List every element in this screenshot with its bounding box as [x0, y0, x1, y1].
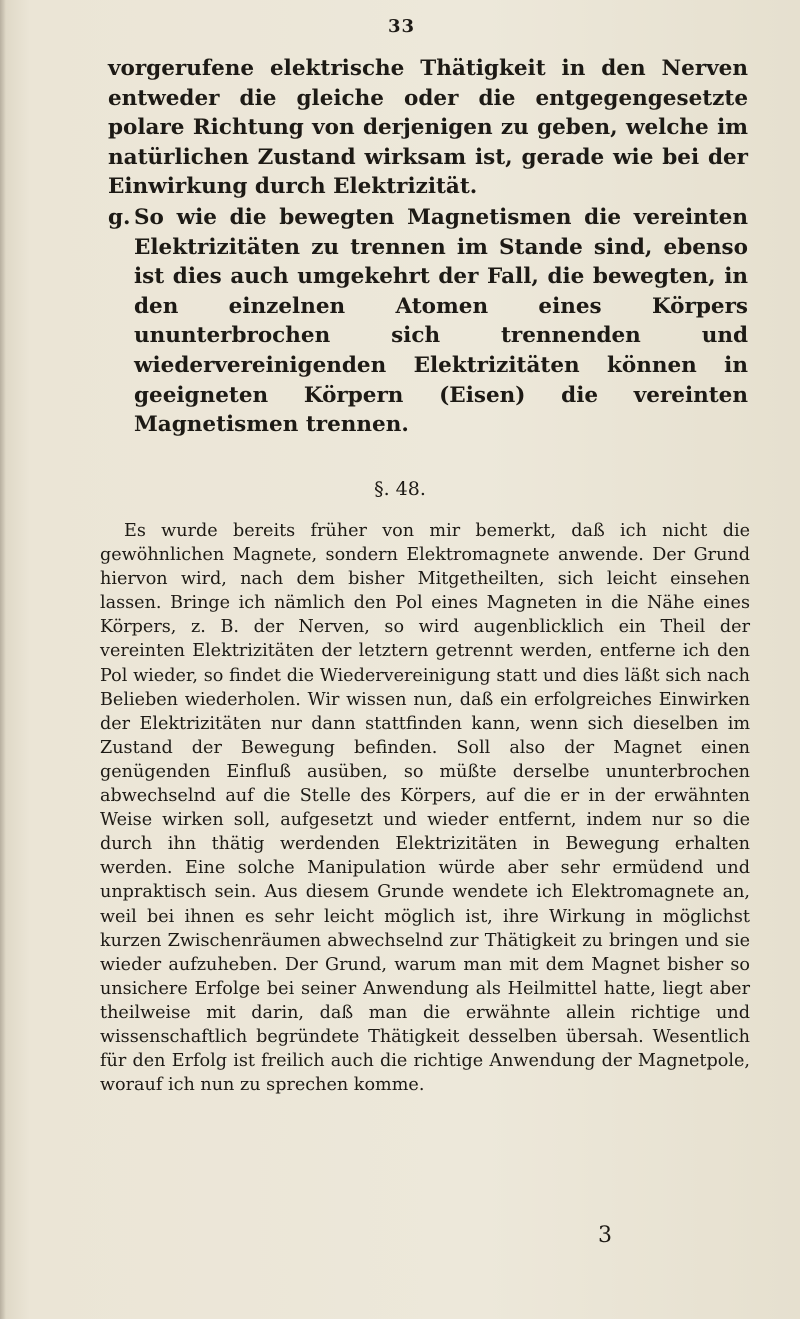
body-paragraph: Es wurde bereits früher von mir bemerkt, daß ich nicht die gewöhnlichen Magnete, sondern Elektromagnete anwende. Der Grund hiervon wird, nach dem bisher Mitgetheilten, sich leicht einsehen lassen. Bringe ich nämlich den Pol eines Magneten in die Nähe eines Körpers, z. B. der Nerven, so wird augenblicklich ein Theil der vereinten Elektrizitäten der letztern getrennt werden, entferne ich den Pol wieder, so findet die Wiedervereinigung statt und dies läßt sich nach Belieben wiederholen. Wir wissen nun, daß ein erfolgreiches Einwirken der Elektrizitäten nur dann stattfinden kann, wenn sich dieselben im Zustand der Bewegung befinden. Soll also der Magnet einen genügenden Einfluß ausüben, so müßte derselbe ununterbrochen abwechselnd auf die Stelle des Körpers, auf die er in der erwähnten Weise wirken soll, aufgesetzt und wieder entfernt, indem nur so die durch ihn thätig werdenden Elektrizitäten in Bewegung erhalten werden. Eine solche Manipulation würde aber sehr ermüdend und unpraktisch sein. Aus diesem Grunde wendete ich Elektromagnete an, weil bei ihnen es sehr leicht möglich ist, ihre Wirkung in möglichst kurzen Zwischenräumen abwechselnd zur Thätigkeit zu bringen und sie wieder aufzuheben. Der Grund, warum man mit dem Magnet bisher so unsichere Erfolge bei seiner Anwendung als Heilmittel hatte, liegt aber theilweise mit darin, daß man die erwähnte allein richtige und wissenschaftlich begründete Thätigkeit desselben übersah. Wesentlich für den Erfolg ist freilich auch die richtige Anwendung der Magnetpole, worauf ich nun zu sprechen komme.: [100, 521, 750, 1096]
page-number: 33: [388, 16, 416, 37]
continuation-paragraph: vorgerufene elektrische Thätigkeit in den Nerven entweder die gleiche oder die entgegengesetzte polare Richtung von derjenigen zu geben, welche im natürlichen Zustand wirksam ist, gerade wie bei der Einwirkung durch Elektrizität.: [108, 56, 748, 200]
signature-mark: 3: [598, 1223, 612, 1248]
emphasized-block: [108, 54, 748, 440]
list-item-g: [108, 203, 748, 440]
section-heading: §. 48.: [374, 478, 426, 500]
item-marker: g.: [108, 204, 131, 230]
page-edge-shadow: [0, 0, 6, 1319]
item-text: So wie die bewegten Magnetismen die vereinten Elektrizitäten zu trennen im Stande sind, ebenso ist dies auch umgekehrt der Fall, die bewegten, in den einzelnen Atomen eines Körpers ununterbrochen sich trennenden und wiedervereinigenden Elektrizitäten können in geeigneten Körpern (Eisen) die vereinten Magnetismen trennen.: [134, 204, 748, 438]
